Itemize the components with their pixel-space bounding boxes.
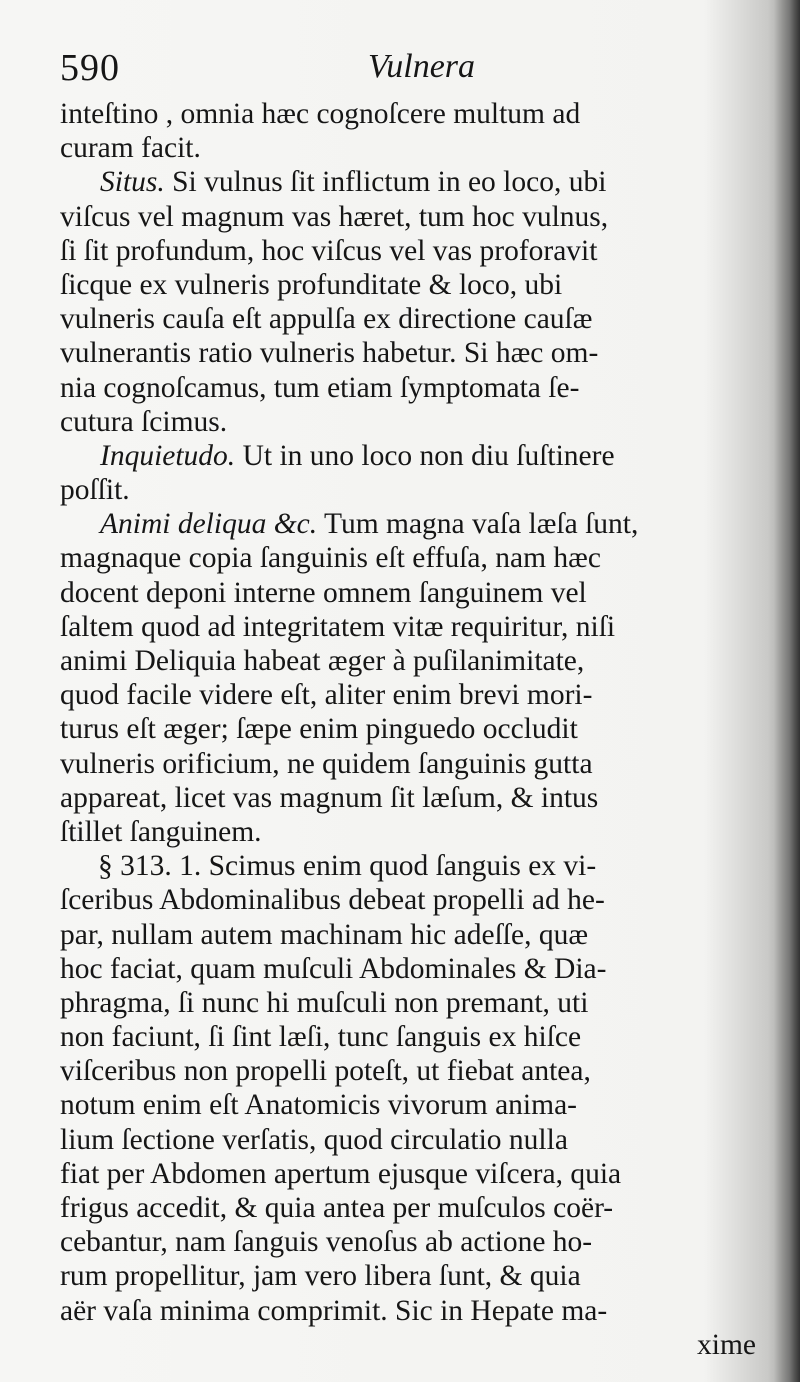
page-edge-shadow — [774, 0, 800, 1382]
text-run: Tum magna vaſa læſa ſunt, — [317, 508, 639, 541]
text-line: vulnerantis ratio vulneris habetur. Si hæc om- — [60, 337, 599, 370]
text-line: turus eſt æger; ſæpe enim pinguedo occludit — [60, 713, 578, 746]
text-line: fiat per Abdomen apertum ejusque viſcera, quia — [60, 1157, 622, 1190]
text-line: cutura ſcimus. — [60, 405, 228, 438]
text-line: ſceribus Abdominalibus debeat propelli ad he- — [60, 884, 605, 917]
text-line: phragma, ſi nunc hi muſculi non premant, uti — [60, 986, 589, 1019]
text-line: magnaque copia ſanguinis eſt effuſa, nam hæc — [60, 542, 601, 575]
text-line: inteſtino , omnia hæc cognoſcere multum ad — [60, 98, 581, 130]
text-line — [60, 439, 756, 473]
text-line: notum enim eſt Anatomicis vivorum anima- — [60, 1089, 577, 1122]
text-line: animi Deliquia habeat æger à puſilanimitate, — [60, 645, 585, 677]
text-line: viſceribus non propelli poteſt, ut fiebat antea, — [60, 1055, 591, 1088]
page-number: 590 — [60, 47, 120, 89]
text-run: Si vulnus ſit inflictum in eo loco, ubi — [164, 166, 607, 199]
text-line: lium ſectione verſatis, quod circulatio nulla — [60, 1123, 568, 1156]
text-line: vulneris orificium, ne quidem ſanguinis gutta — [60, 747, 593, 780]
text-line: ſi ſit profundum, hoc viſcus vel vas proforavit — [60, 234, 598, 267]
paragraph-lead: Situs. — [100, 166, 165, 199]
catchword: xime — [697, 1328, 756, 1361]
text-line — [60, 507, 756, 541]
text-line: par, nullam autem machinam hic adeſſe, quæ — [60, 918, 589, 951]
paragraph-lead: Animi deliqua &c. — [100, 508, 318, 541]
text-line: curam facit. — [60, 132, 201, 165]
text-line: vulneris cauſa eſt appulſa ex directione cauſæ — [60, 303, 593, 336]
text-line: § 313. 1. Scimus enim quod ſanguis ex vi- — [98, 850, 597, 883]
text-run: Ut in uno loco non diu ſuſtinere — [235, 439, 615, 472]
text-line: frigus accedit, & quia antea per muſculos coër- — [60, 1192, 614, 1224]
text-line: cebantur, nam ſanguis venoſus ab actione ho- — [60, 1226, 593, 1259]
text-line: nia cognoſcamus, tum etiam ſymptomata ſe- — [60, 371, 580, 404]
paragraph-lead: Inquietudo. — [100, 439, 236, 472]
text-line: viſcus vel magnum vas hæret, tum hoc vulnus, — [60, 200, 609, 233]
text-line: ſtillet ſanguinem. — [60, 815, 262, 848]
text-line: ſicque ex vulneris profunditate & loco, ubi — [60, 268, 563, 301]
text-line: rum propellitur, jam vero libera ſunt, & quia — [60, 1260, 581, 1293]
text-line: hoc faciat, quam muſculi Abdominales & Dia- — [60, 952, 607, 985]
text-line — [60, 165, 756, 199]
text-line: aër vaſa minima comprimit. Sic in Hepate ma- — [60, 1294, 608, 1327]
text-line: non faciunt, ſi ſint læſi, tunc ſanguis ex hiſce — [60, 1021, 582, 1054]
text-line: quod facile videre eſt, aliter enim brevi mori- — [60, 679, 593, 712]
text-line: appareat, licet vas magnum ſit læſum, & intus — [60, 781, 599, 814]
text-line: poſſit. — [60, 474, 130, 507]
text-line: docent deponi interne omnem ſanguinem vel — [60, 576, 587, 609]
page-header — [60, 46, 760, 96]
body-text — [60, 97, 756, 1362]
text-line: ſaltem quod ad integritatem vitæ requiritur, niſi — [60, 610, 616, 643]
running-head: Vulnera — [368, 48, 476, 85]
